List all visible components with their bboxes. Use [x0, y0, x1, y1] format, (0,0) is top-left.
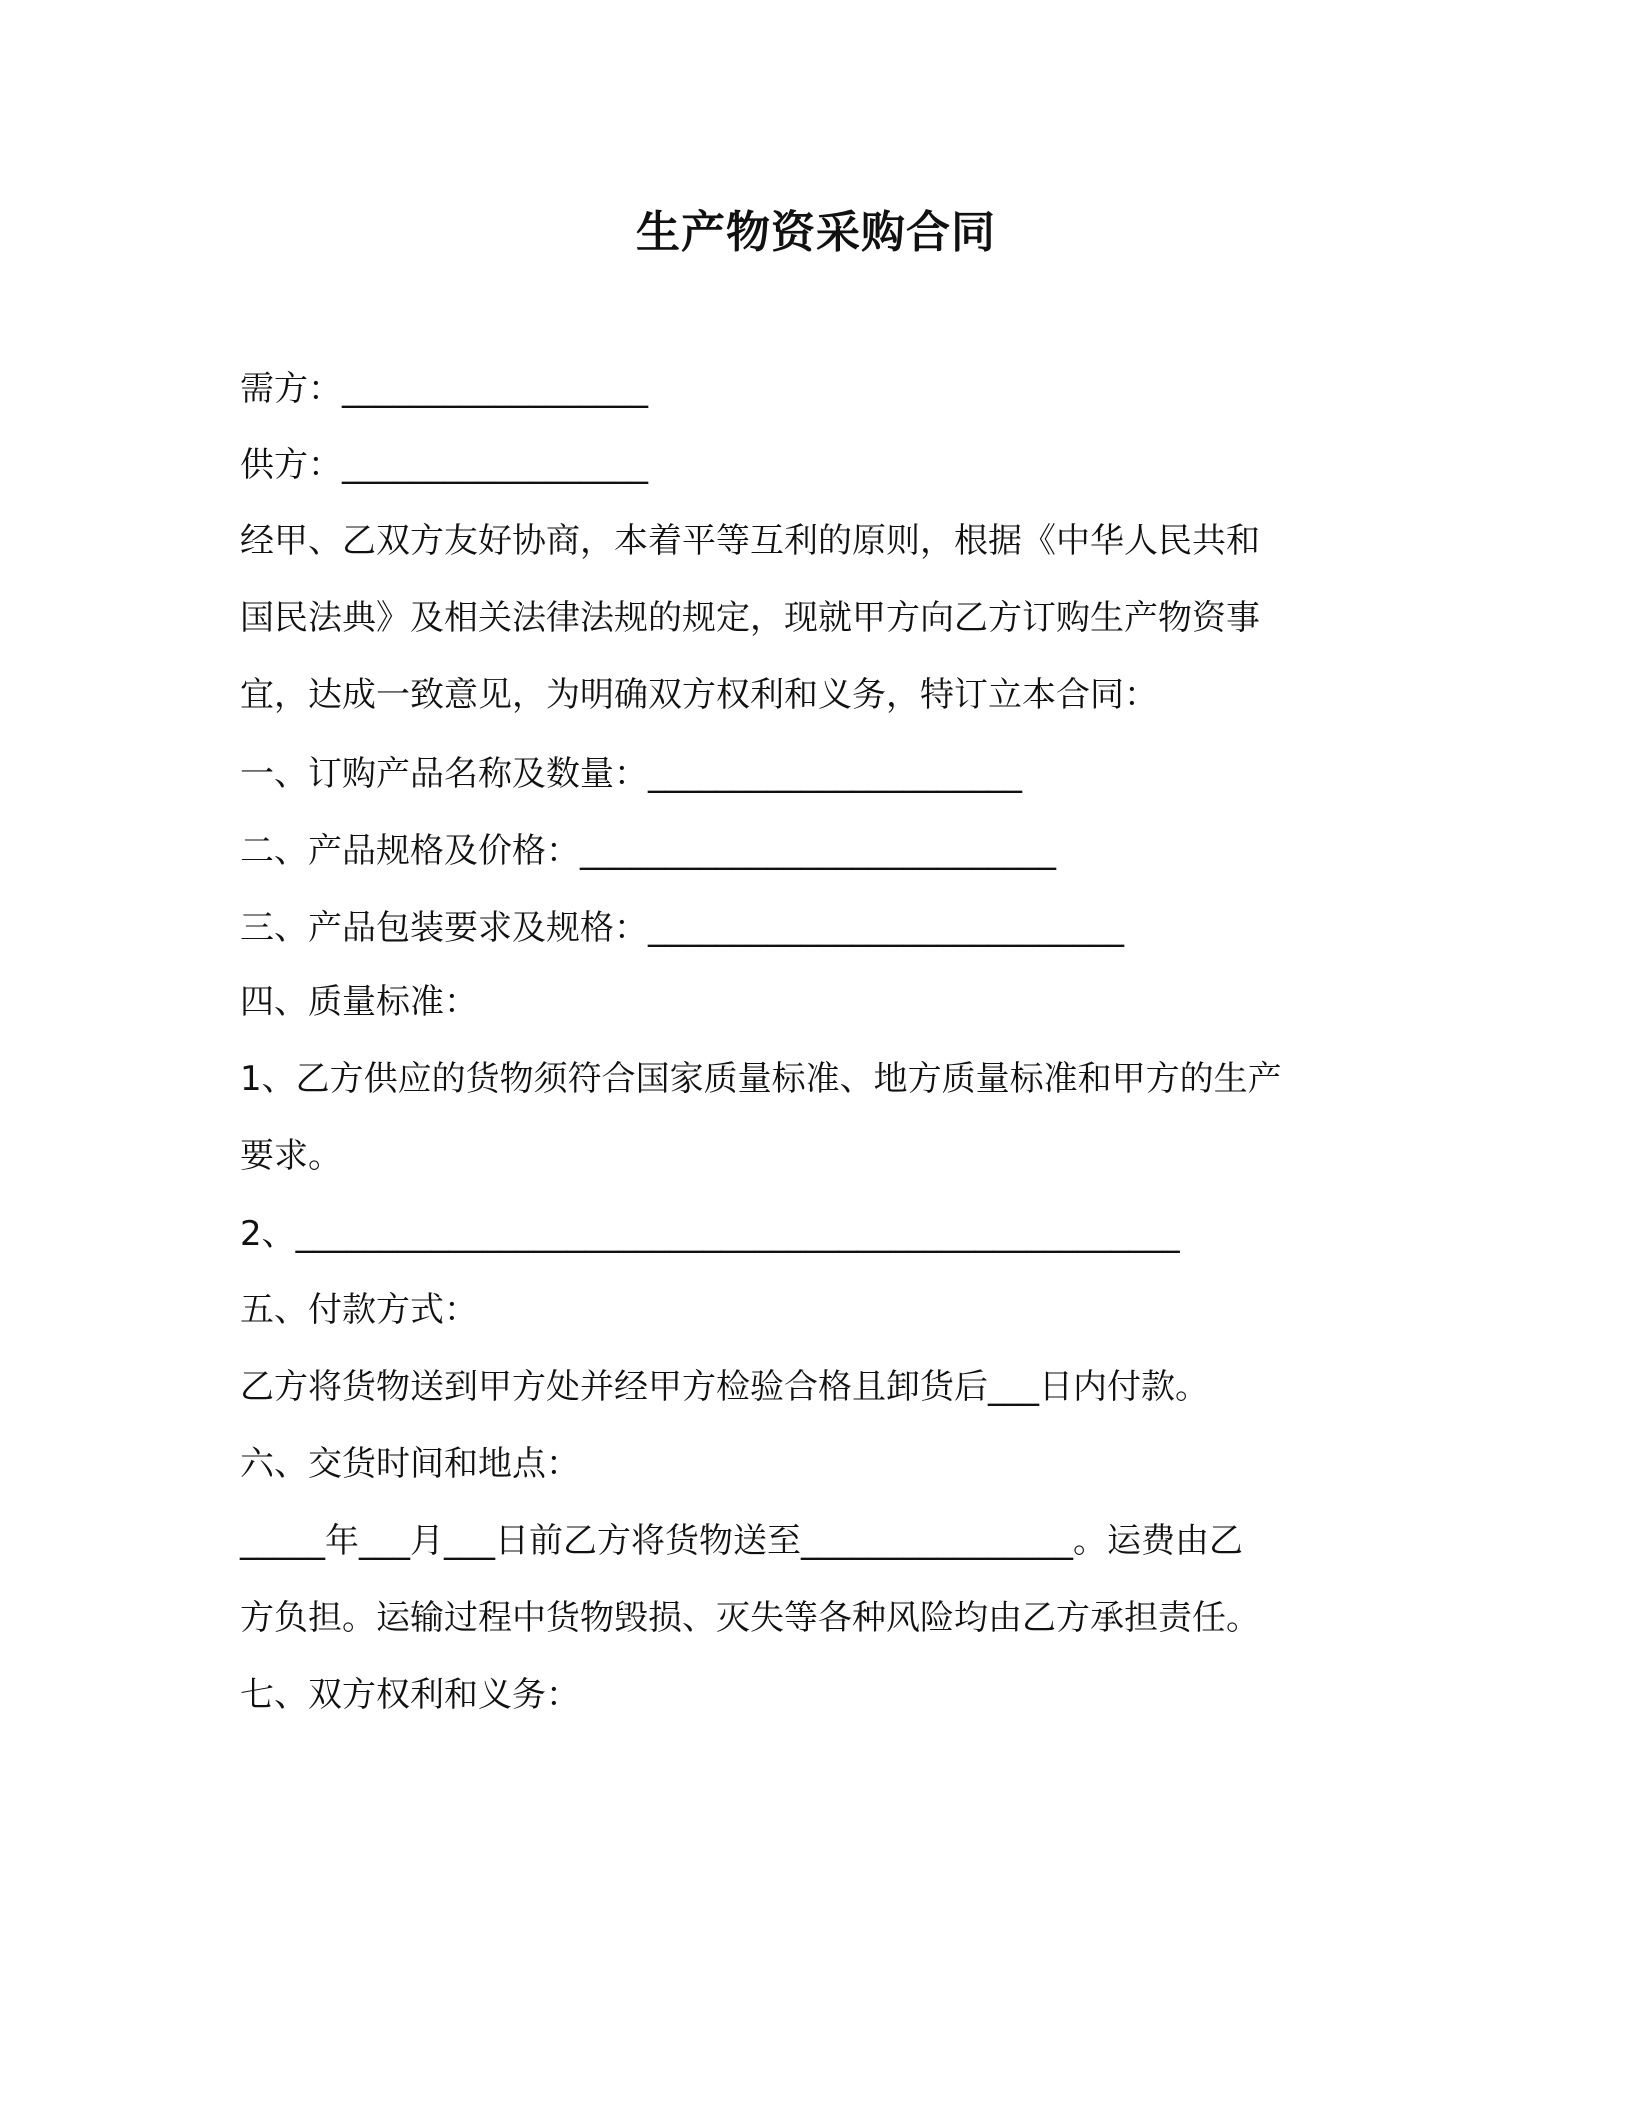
- preamble-line-1: 经甲、乙双方友好协商，本着平等互利的原则，根据《中华人民共和: [240, 521, 1260, 561]
- preamble-line-2: 国民法典》及相关法律法规的规定，现就甲方向乙方订购生产物资事: [240, 598, 1260, 638]
- demander-line: 需方：__________________: [240, 369, 648, 409]
- clause-6-body-2: 方负担。运输过程中货物毁损、灭失等各种风险均由乙方承担责任。: [240, 1598, 1260, 1638]
- clause-1-product-name: 一、订购产品名称及数量：______________________: [240, 754, 1022, 794]
- clause-3-packaging: 三、产品包装要求及规格：____________________________: [240, 908, 1124, 948]
- clause-4-item-1-cont: 要求。: [240, 1136, 342, 1176]
- clause-4-item-1: 1、乙方供应的货物须符合国家质量标准、地方质量标准和甲方的生产: [240, 1059, 1282, 1099]
- clause-4-heading: 四、质量标准：: [240, 982, 478, 1022]
- clause-6-heading: 六、交货时间和地点：: [240, 1444, 580, 1484]
- page-title: 生产物资采购合同: [636, 207, 996, 258]
- supplier-line: 供方：__________________: [240, 445, 648, 485]
- clause-2-spec-price: 二、产品规格及价格：____________________________: [240, 831, 1056, 871]
- clause-5-body: 乙方将货物送到甲方处并经甲方检验合格且卸货后___日内付款。: [240, 1367, 1209, 1407]
- clause-6-body-1: _____年___月___日前乙方将货物送至________________。运费由乙: [240, 1521, 1243, 1561]
- preamble-line-3: 宜，达成一致意见，为明确双方权利和义务，特订立本合同：: [240, 675, 1158, 715]
- clause-4-item-2: 2、____________________________________________________: [240, 1214, 1180, 1254]
- clause-7-heading: 七、双方权利和义务：: [240, 1675, 580, 1715]
- clause-5-heading: 五、付款方式：: [240, 1290, 478, 1330]
